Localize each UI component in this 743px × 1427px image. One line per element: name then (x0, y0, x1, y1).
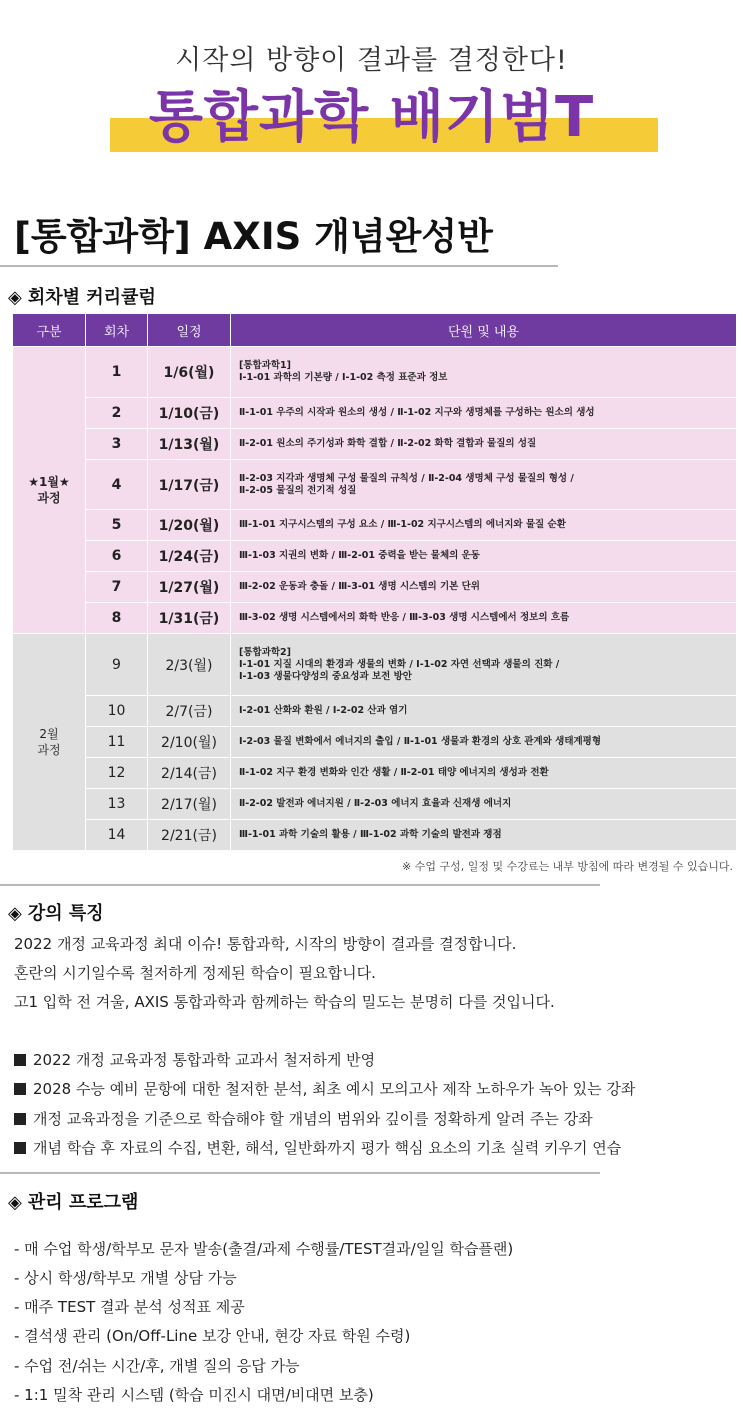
session-date: 1/20(월) (148, 510, 231, 541)
square-bullet-icon (14, 1113, 26, 1125)
management-heading-label: 관리 프로그램 (27, 1192, 139, 1213)
feature-bullet (14, 1078, 635, 1099)
management-heading (8, 1188, 138, 1214)
session-date: 2/3(월) (148, 634, 231, 696)
features-heading-label: 강의 특징 (27, 903, 104, 924)
session-date: 1/17(금) (148, 460, 231, 510)
divider (0, 265, 558, 267)
schedule-note: ※ 수업 구성, 일정 및 수강료는 내부 방침에 따라 변경될 수 있습니다. (402, 860, 733, 873)
table-row (13, 603, 737, 634)
feature-bullet (14, 1049, 375, 1070)
session-content: Ⅲ-3-02 생명 시스템에서의 화학 반응 / Ⅲ-3-03 생명 시스템에서 정보의 흐름 (231, 603, 737, 634)
curriculum-table (12, 313, 737, 851)
feature-paragraph: 고1 입학 전 겨울, AXIS 통합과학과 함께하는 학습의 밀도는 분명히 다를 것입니다. (14, 993, 555, 1011)
session-number: 7 (86, 572, 148, 603)
square-bullet-icon (14, 1142, 26, 1154)
header-title: 통합과학 배기범T (148, 85, 595, 150)
table-row (13, 572, 737, 603)
session-date: 1/24(금) (148, 541, 231, 572)
course-title: [통합과학] AXIS 개념완성반 (14, 215, 493, 258)
management-item: - 매주 TEST 결과 분석 성적표 제공 (14, 1298, 245, 1316)
header-subtitle: 시작의 방향이 결과를 결정한다! (175, 45, 568, 76)
session-content: Ⅱ-2-03 지각과 생명체 구성 물질의 규칙성 / Ⅱ-2-04 생명체 구성 물질의 형성 / Ⅱ-2-05 물질의 전기적 성질 (231, 460, 737, 510)
square-bullet-icon (14, 1083, 26, 1095)
management-item: - 상시 학생/학부모 개별 상담 가능 (14, 1269, 237, 1287)
feature-bullet (14, 1137, 621, 1158)
session-number: 9 (86, 634, 148, 696)
feature-bullet-text: 2022 개정 교육과정 통합과학 교과서 철저하게 반영 (33, 1051, 376, 1069)
session-date: 2/21(금) (148, 820, 231, 851)
management-item: - 수업 전/쉬는 시간/후, 개별 질의 응답 가능 (14, 1357, 300, 1375)
session-number: 1 (86, 347, 148, 398)
management-item: - 매 수업 학생/학부모 문자 발송(출결/과제 수행률/TEST결과/일일 학습플랜) (14, 1240, 514, 1258)
session-date: 1/31(금) (148, 603, 231, 634)
divider (0, 1172, 600, 1174)
session-number: 12 (86, 758, 148, 789)
table-row (13, 460, 737, 510)
features-heading (8, 899, 104, 925)
session-content: Ⅱ-1-01 우주의 시작과 원소의 생성 / Ⅱ-1-02 지구와 생명체를 구성하는 원소의 생성 (231, 398, 737, 429)
management-item: - 결석생 관리 (On/Off-Line 보강 안내, 현강 자료 학원 수령) (14, 1327, 411, 1345)
diamond-icon: ◈ (8, 287, 22, 308)
session-content: Ⅱ-2-02 발전과 에너지원 / Ⅱ-2-03 에너지 효율과 신재생 에너지 (231, 789, 737, 820)
square-bullet-icon (14, 1054, 26, 1066)
group-label: ★1월★ 과정 (28, 475, 70, 505)
table-row (13, 820, 737, 851)
group-cell-february (13, 634, 86, 851)
session-number: 11 (86, 727, 148, 758)
curriculum-heading (8, 283, 156, 309)
divider (0, 884, 600, 886)
feature-bullet-text: 개념 학습 후 자료의 수집, 변환, 해석, 일반화까지 평가 핵심 요소의 기초 실력 키우기 연습 (33, 1139, 622, 1157)
session-content: Ⅲ-1-03 지권의 변화 / Ⅲ-2-01 중력을 받는 물체의 운동 (231, 541, 737, 572)
session-content: Ⅰ-2-03 물질 변화에서 에너지의 출입 / Ⅱ-1-01 생물과 환경의 상호 관계와 생태계평형 (231, 727, 737, 758)
feature-bullet (14, 1108, 593, 1129)
session-date: 1/13(월) (148, 429, 231, 460)
table-row (13, 758, 737, 789)
session-number: 6 (86, 541, 148, 572)
session-date: 2/10(월) (148, 727, 231, 758)
column-header: 구분 (13, 314, 86, 347)
session-date: 1/6(월) (148, 347, 231, 398)
diamond-icon: ◈ (8, 903, 22, 924)
curriculum-heading-label: 회차별 커리큘럼 (27, 287, 156, 308)
management-item: - 1:1 밀착 관리 시스템 (학습 미진시 대면/비대면 보충) (14, 1386, 374, 1404)
table-row (13, 634, 737, 696)
session-date: 2/14(금) (148, 758, 231, 789)
session-content: Ⅱ-1-02 지구 환경 변화와 인간 생활 / Ⅱ-2-01 태양 에너지의 생성과 전환 (231, 758, 737, 789)
session-number: 4 (86, 460, 148, 510)
table-row (13, 789, 737, 820)
session-number: 2 (86, 398, 148, 429)
table-row (13, 541, 737, 572)
table-row (13, 347, 737, 398)
group-cell-january (13, 347, 86, 634)
session-number: 10 (86, 696, 148, 727)
session-content: Ⅲ-1-01 과학 기술의 활용 / Ⅲ-1-02 과학 기술의 발전과 쟁점 (231, 820, 737, 851)
table-row (13, 696, 737, 727)
table-row (13, 510, 737, 541)
diamond-icon: ◈ (8, 1192, 22, 1213)
session-content: [통합과학1] Ⅰ-1-01 과학의 기본량 / Ⅰ-1-02 측정 표준과 정보 (231, 347, 737, 398)
column-header: 회차 (86, 314, 148, 347)
session-number: 14 (86, 820, 148, 851)
feature-paragraph: 혼란의 시기일수록 철저하게 정제된 학습이 필요합니다. (14, 964, 376, 982)
column-header: 일정 (148, 314, 231, 347)
session-content: Ⅲ-1-01 지구시스템의 구성 요소 / Ⅲ-1-02 지구시스템의 에너지와 물질 순환 (231, 510, 737, 541)
column-header: 단원 및 내용 (231, 314, 737, 347)
table-row (13, 398, 737, 429)
table-row (13, 727, 737, 758)
session-number: 3 (86, 429, 148, 460)
feature-paragraph: 2022 개정 교육과정 최대 이슈! 통합과학, 시작의 방향이 결과를 결정합니다. (14, 935, 517, 953)
group-label: 2월 과정 (37, 727, 61, 757)
session-content: [통합과학2] Ⅰ-1-01 지질 시대의 환경과 생물의 변화 / Ⅰ-1-02 자연 선택과 생물의 진화 / Ⅰ-1-03 생물다양성의 중요성과 보전 방안 (231, 634, 737, 696)
session-date: 2/17(월) (148, 789, 231, 820)
feature-bullet-text: 개정 교육과정을 기준으로 학습해야 할 개념의 범위와 깊이를 정확하게 알려 주는 강좌 (33, 1110, 593, 1128)
session-date: 1/27(월) (148, 572, 231, 603)
header-banner (0, 0, 743, 180)
session-number: 13 (86, 789, 148, 820)
session-number: 8 (86, 603, 148, 634)
session-date: 2/7(금) (148, 696, 231, 727)
session-content: Ⅲ-2-02 운동과 충돌 / Ⅲ-3-01 생명 시스템의 기본 단위 (231, 572, 737, 603)
session-content: Ⅰ-2-01 산화와 환원 / Ⅰ-2-02 산과 염기 (231, 696, 737, 727)
session-content: Ⅱ-2-01 원소의 주기성과 화학 결합 / Ⅱ-2-02 화학 결합과 물질의 성질 (231, 429, 737, 460)
table-row (13, 429, 737, 460)
feature-bullet-text: 2028 수능 예비 문항에 대한 철저한 분석, 최초 예시 모의고사 제작 노하우가 녹아 있는 강좌 (33, 1080, 636, 1098)
session-number: 5 (86, 510, 148, 541)
session-date: 1/10(금) (148, 398, 231, 429)
table-header-row (13, 314, 737, 347)
